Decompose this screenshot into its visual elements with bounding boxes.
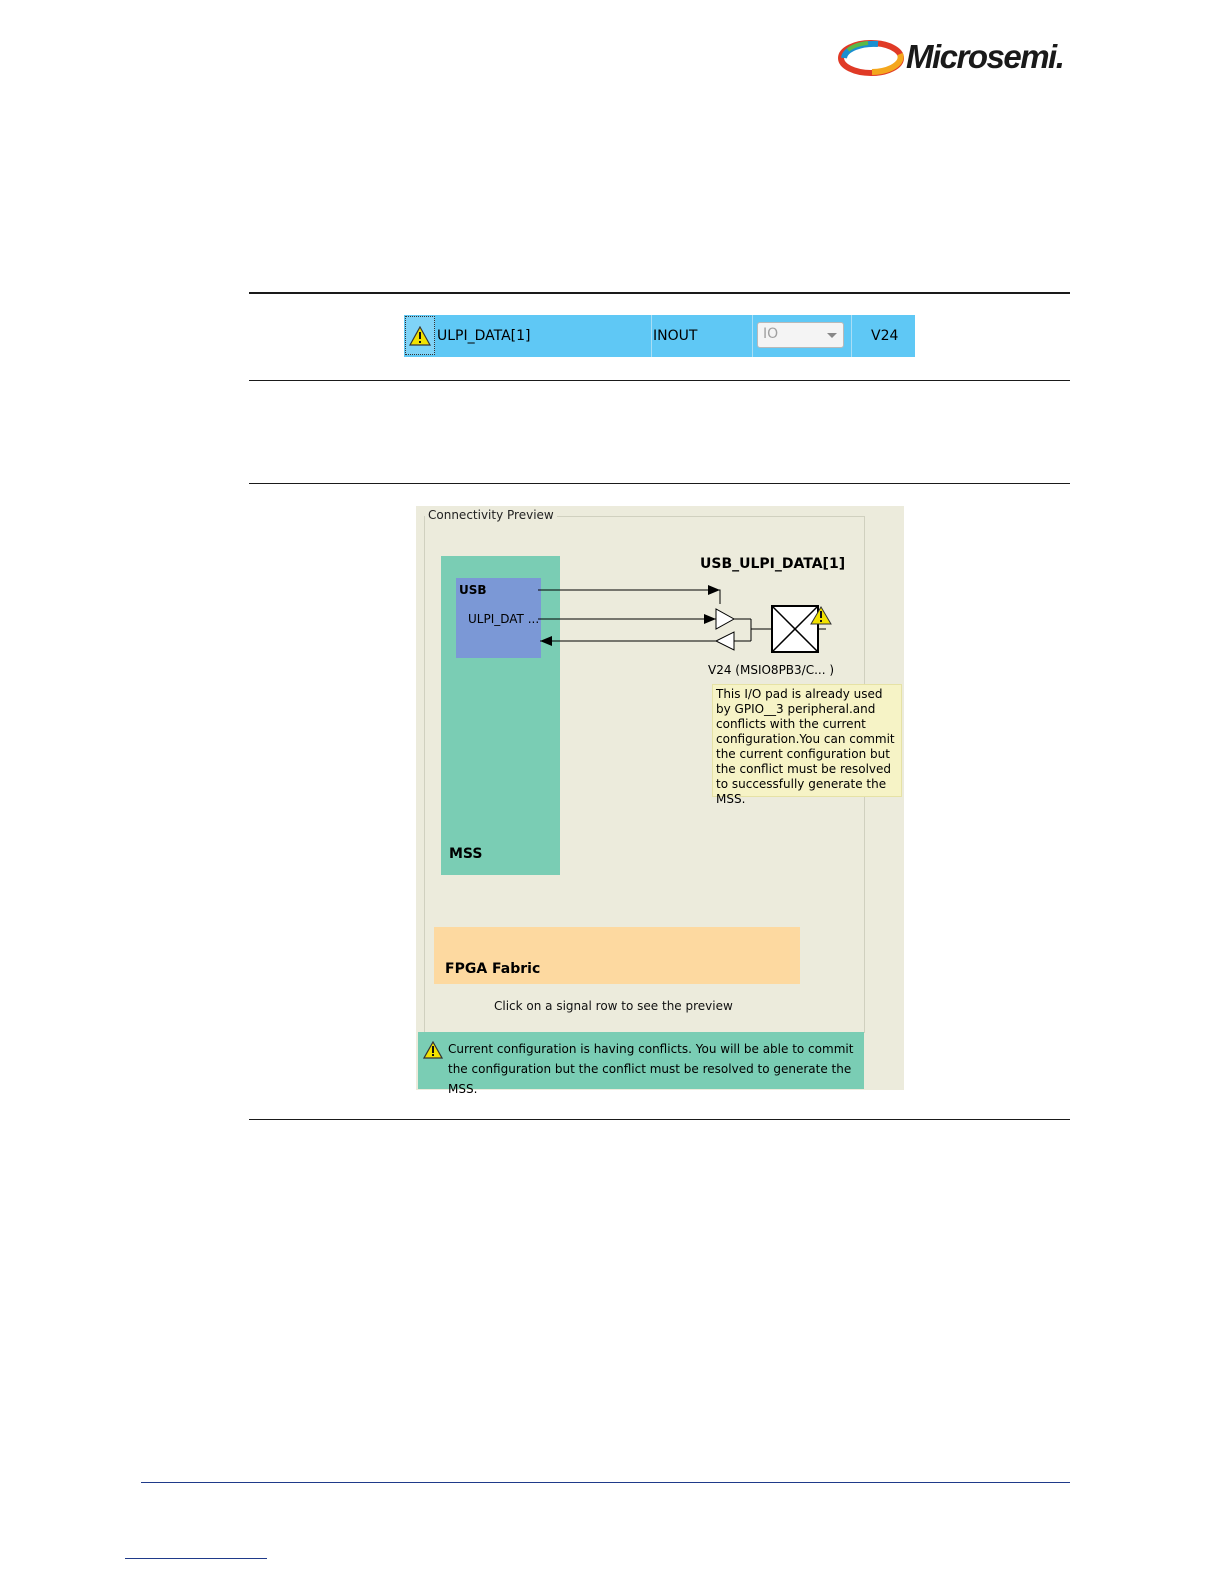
conflict-status-bar <box>418 1032 864 1096</box>
conflict-tooltip: This I/O pad is already used by GPIO__3 peripheral.and conflicts with the current configuration.You can commit the current configuration but the conflict must be resolved to successfully generate the MSS. <box>712 684 902 797</box>
logo-text: Microsemi. <box>906 38 1064 75</box>
column-divider <box>651 315 652 357</box>
signal-name: ULPI_DATA[1] <box>437 328 531 344</box>
output-enable-line <box>538 590 720 604</box>
connectivity-preview-panel <box>416 506 904 1096</box>
output-buffer <box>716 609 734 629</box>
preview-hint: Click on a signal row to see the preview <box>494 999 733 1013</box>
logo-swirl-icon <box>838 36 904 80</box>
conflict-message: Current configuration is having conflicts. You will be able to commit the configuration but the conflict must be resolved to generate the MSS. <box>448 1042 854 1096</box>
table-bottom-rule <box>249 380 1070 381</box>
microsemi-logo <box>838 36 1078 80</box>
group-title: Connectivity Preview <box>425 508 557 522</box>
footer-rule <box>141 1482 1070 1483</box>
table-top-rule <box>249 292 1070 294</box>
fabric-label: FPGA Fabric <box>445 961 541 977</box>
column-divider <box>752 315 753 357</box>
arrowhead <box>540 636 552 646</box>
io-type-select[interactable] <box>757 322 844 348</box>
arrowhead <box>708 585 720 595</box>
signal-row[interactable] <box>404 315 915 357</box>
mss-label: MSS <box>449 846 483 862</box>
chevron-down-icon <box>827 333 837 338</box>
figure-top-rule <box>249 483 1070 484</box>
input-buffer <box>716 632 734 650</box>
pad-warning-mark <box>820 611 822 618</box>
column-divider <box>851 315 852 357</box>
usb-label: USB <box>459 583 487 597</box>
footer-link-underline <box>125 1558 267 1559</box>
warning-cell[interactable] <box>405 316 435 355</box>
signal-pin: V24 <box>871 328 899 344</box>
signal-direction: INOUT <box>653 328 698 344</box>
io-type-value: IO <box>763 326 779 342</box>
pad-warning-dot <box>820 620 822 622</box>
arrowhead <box>704 614 716 624</box>
warning-icon <box>423 1041 443 1059</box>
port-label: ULPI_DAT ... <box>468 612 540 626</box>
pad-label: V24 (MSIO8PB3/C... ) <box>708 663 835 677</box>
figure-bottom-rule <box>249 1119 1070 1120</box>
signal-title: USB_ULPI_DATA[1] <box>700 556 846 572</box>
warning-icon <box>409 326 431 346</box>
